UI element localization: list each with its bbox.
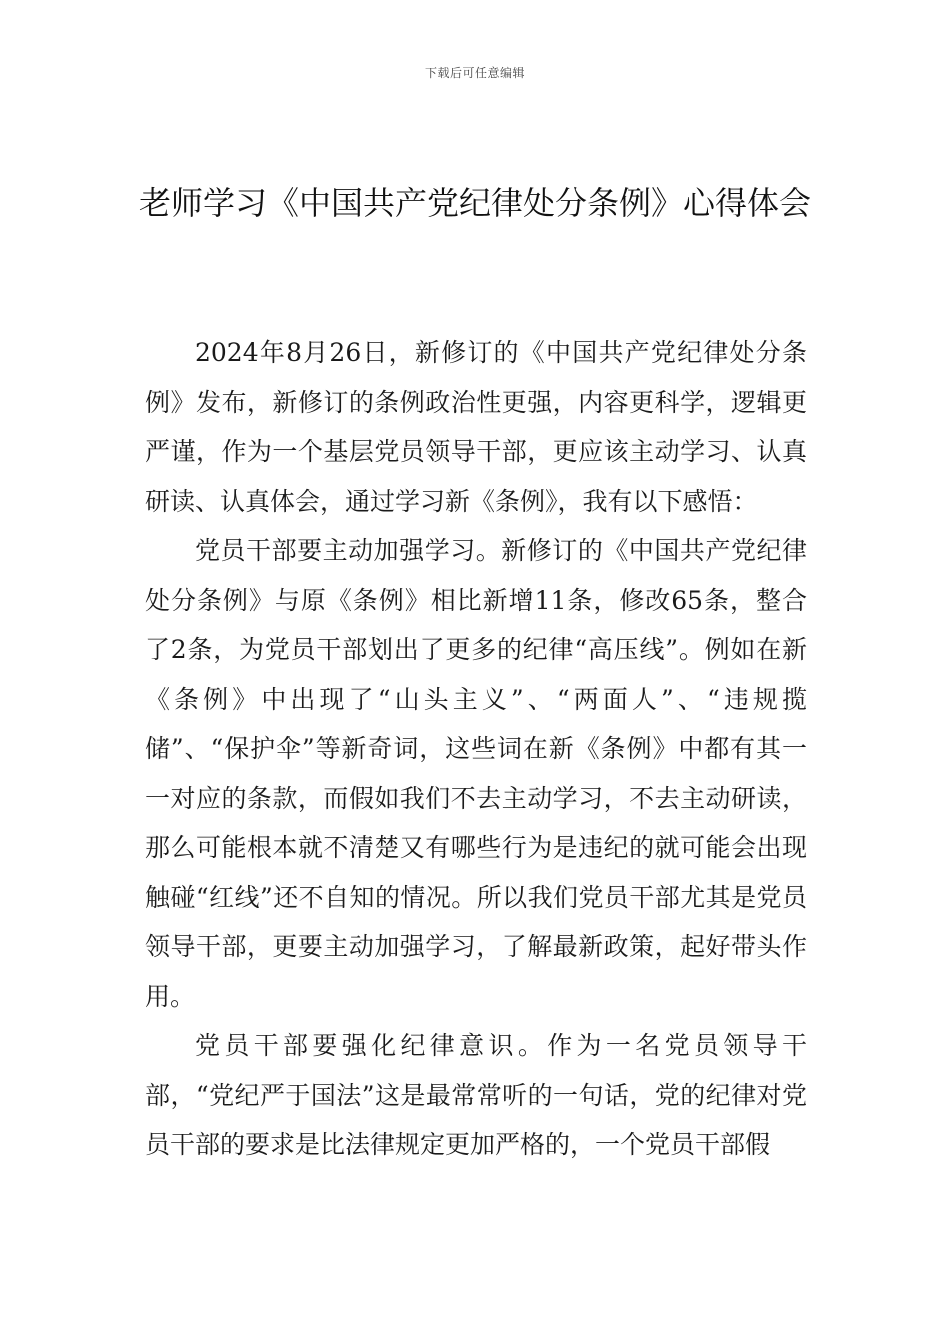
page-header-note: 下载后可任意编辑: [424, 66, 525, 80]
body-paragraph: 党员干部要主动加强学习。新修订的《中国共产党纪律处分条例》与原《条例》相比新增11条，修改65条，整合了2条，为党员干部划出了更多的纪律“高压线”。例如在新《条例》中出现了“山头主义”、“两面人”、“违规揽储”、“保护伞”等新奇词，这些词在新《条例》中都有其一一对应的条款，而假如我们不去主动学习，不去主动研读，那么可能根本就不清楚又有哪些行为是违纪的就可能会出现触碰“红线”还不自知的情况。所以我们党员干部尤其是党员领导干部，更要主动加强学习，了解最新政策，起好带头作用。: [145, 536, 807, 1011]
body-paragraph: 2024年8月26日，新修订的《中国共产党纪律处分条例》发布，新修订的条例政治性更强，内容更科学，逻辑更严谨，作为一个基层党员领导干部，更应该主动学习、认真研读、认真体会，通过学习新《条例》，我有以下感悟：: [145, 338, 807, 516]
document-title: 老师学习《中国共产党纪律处分条例》心得体会: [138, 184, 811, 222]
body-paragraph: 党员干部要强化纪律意识。作为一名党员领导干部，“党纪严于国法”这是最常常听的一句话，党的纪律对党员干部的要求是比法律规定更加严格的，一个党员干部假: [145, 1031, 807, 1159]
document-body: [145, 328, 807, 1170]
